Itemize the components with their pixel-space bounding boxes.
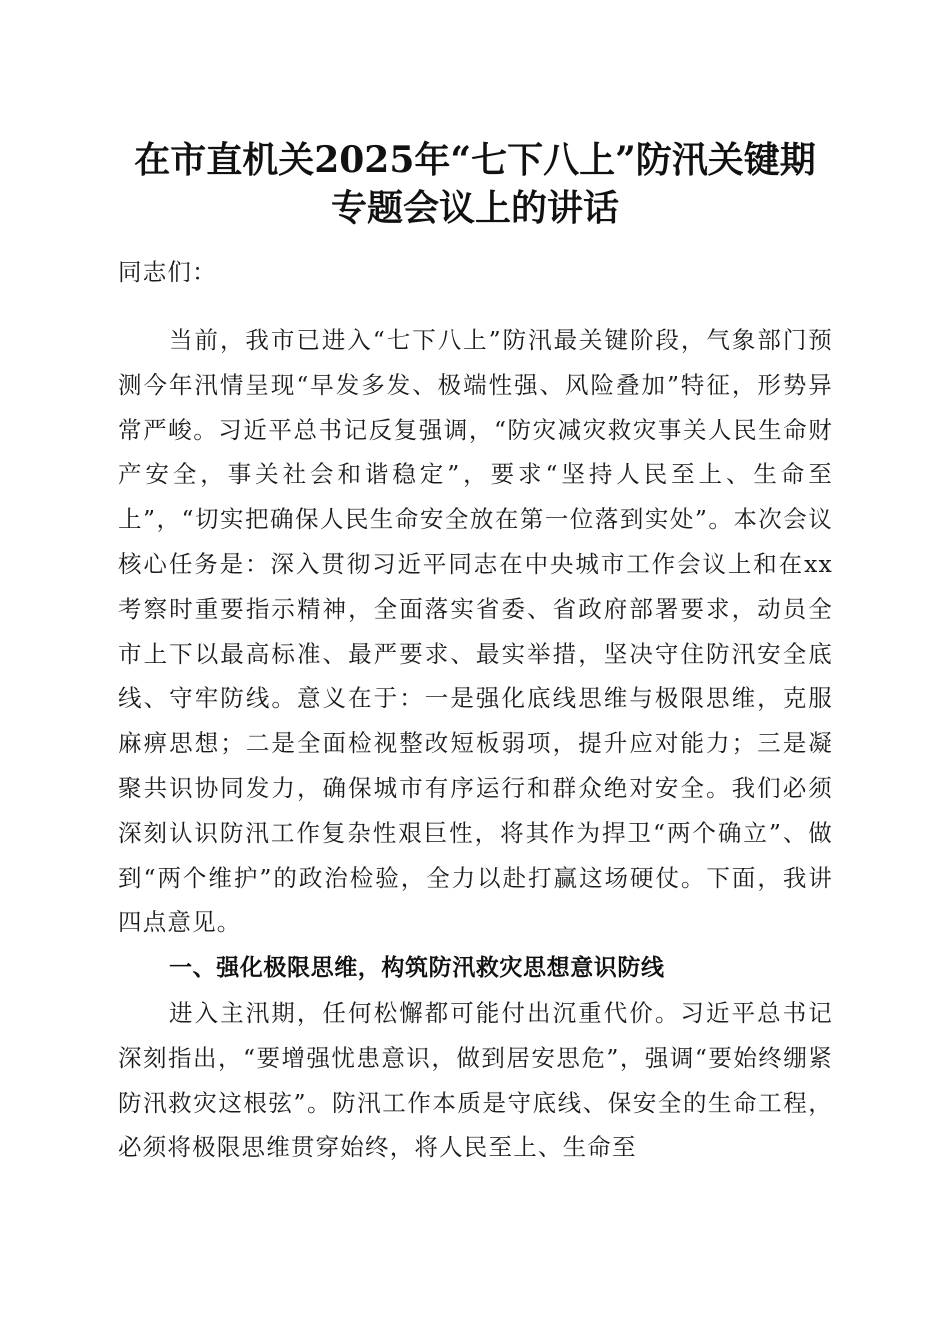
greeting: 同志们：	[118, 258, 217, 286]
document-title-line-1: 在市直机关2025年“七下八上”防汛关键期	[134, 139, 816, 181]
paragraph-section-1: 进入主汛期，任何松懈都可能付出沉重代价。习近平总书记深刻指出，“要增强忧患意识，做到居安思危”，强调“要始终绷紧防汛救灾这根弦”。防汛工作本质是守底线、保安全的生命工程，必须将极限思维贯穿始终，将人民至上、生命至	[118, 999, 833, 1162]
paragraph-intro: 当前，我市已进入“七下八上”防汛最关键阶段，气象部门预测今年汛情呈现“早发多发、极端性强、风险叠加”特征，形势异常严峻。习近平总书记反复强调，“防灾减灾救灾事关人民生命财产安全，事关社会和谐稳定”，要求“坚持人民至上、生命至上”，“切实把确保人民生命安全放在第一位落到实处”。本次会议核心任务是：深入贯彻习近平同志在中央城市工作会议上和在xx考察时重要指示精神，全面落实省委、省政府部署要求，动员全市上下以最高标准、最严要求、最实举措，坚决守住防汛安全底线、守牢防线。意义在于：一是强化底线思维与极限思维，克服麻痹思想；二是全面检视整改短板弱项，提升应对能力；三是凝聚共识协同发力，确保城市有序运行和群众绝对安全。我们必须深刻认识防汛工作复杂性艰巨性，将其作为捍卫“两个确立”、做到“两个维护”的政治检验，全力以赴打赢这场硬仗。下面，我讲四点意见。	[118, 326, 833, 937]
document-title-line-2: 专题会议上的讲话	[330, 187, 619, 229]
section-heading-1: 一、强化极限思维，构筑防汛救灾思想意识防线	[169, 955, 665, 981]
